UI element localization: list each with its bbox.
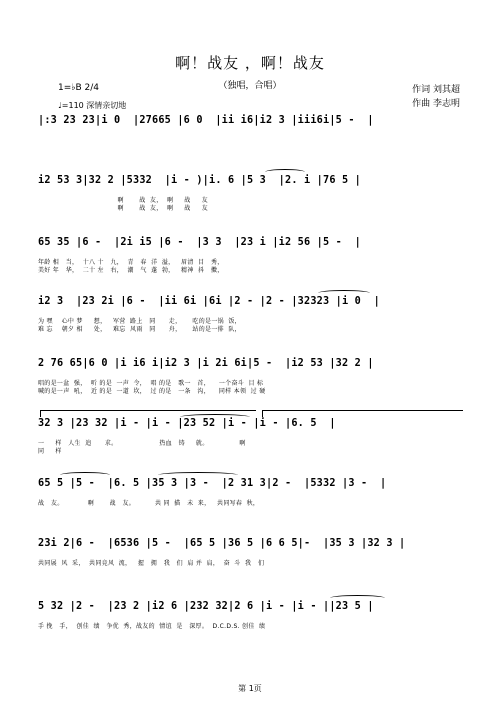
lyric-line: 同 样 — [38, 448, 62, 455]
lyric-line: 为 嘿 心中 梦 想， 军营 路上 同 走， 吃的是一锅 饭， — [38, 318, 241, 325]
tie-mark — [60, 472, 110, 478]
jianpu-notes: i2 3 |23 2i |6 - |ii 6i |6i |2 - |2 - |32323 |i 0 | — [38, 296, 381, 307]
tie-mark — [265, 169, 305, 175]
lyricist-credit: 作词 刘其超 — [412, 85, 460, 95]
tempo-marking: ♩=110 深情亲切地 — [58, 101, 127, 110]
jianpu-notes: |:3 23 23|i 0 |27665 |6 0 |ii i6|i2 3 |iii6i|5 - | — [38, 115, 374, 126]
lyric-line: 一 样 人生 追 求。 热血 铸 就。 啊 — [38, 440, 246, 447]
lyric-line: 战 友。 啊 战 友。 共 同 描 未 来， 共同写春 秋， — [38, 500, 260, 507]
jianpu-notes: 32 3 |23 32 |i - |i - |23 52 |i - |i - |6. 5 | — [38, 418, 336, 429]
jianpu-notes: 5 32 |2 - |23 2 |i2 6 |232 32|2 6 |i - |i - ||23 5 | — [38, 601, 374, 612]
jianpu-notes: 23i 2|6 - |6536 |5 - |65 5 |36 5 |6 6 5|- |35 3 |32 3 | — [38, 538, 406, 549]
tie-mark — [330, 595, 385, 601]
tie-mark — [318, 290, 370, 296]
lyric-line: 共同展 风 采， 共同竞风 流， 握 拥 我 们 肩 并 肩， 奋 斗 我 们 — [38, 560, 265, 567]
jianpu-notes: 2 76 65|6 0 |i i6 i|i2 3 |i 2i 6i|5 - |i2 53 |32 2 | — [38, 358, 374, 369]
volta-bracket-2 — [262, 410, 463, 417]
lyric-line: 啊 战 友， 啊 战 友 — [38, 197, 208, 204]
key-signature: 1=♭B 2/4 — [58, 83, 100, 93]
lyric-line: 难 忘 朝夕 相 处， 难忘 风雨 同 舟， 站的是一排 队， — [38, 326, 241, 333]
lyric-line: 唱的是一盆 强， 听 的是 一声 令， 唱 的是 歌一 首， 一个奋斗 目 标 — [38, 380, 264, 387]
composer-credit: 作曲 李志明 — [412, 99, 460, 109]
lyric-line: 手 挽 手， 创佳 绩 争优 秀，战友的 情谊 是 深厚。 D.C.D.S. 创佳 绩 — [38, 623, 266, 630]
lyric-line: 喊的是一声 吼， 近 的是 一道 坎， 过 的是 一条 沟， 同样 本领 过 硬 — [38, 388, 266, 395]
song-subtitle: （独唱，合唱） — [218, 81, 282, 91]
jianpu-notes: 65 35 |6 - |2i i5 |6 - |3 3 |23 i |i2 56 |5 - | — [38, 237, 362, 248]
page-number: 第 1页 — [238, 684, 262, 693]
jianpu-notes: 65 5 |5 - |6. 5 |35 3 |3 - |2 31 3|2 - |5332 |3 - | — [38, 478, 387, 489]
song-title: 啊！战友 ，啊！战友 — [175, 54, 325, 72]
tie-mark — [158, 472, 238, 478]
tie-mark — [180, 414, 250, 420]
lyric-line: 年龄 相 当， 十八 十 九， 青 春 洋 溢， 眉清 目 秀， — [38, 259, 224, 266]
lyric-line: 啊 战 友， 啊 战 友 — [38, 205, 208, 212]
lyric-line: 美好 年 华， 二十 左 右， 潮 气 蓬 勃， 精神 抖 擞， — [38, 267, 224, 274]
jianpu-notes: i2 53 3|32 2 |5332 |i - )|i. 6 |5 3 |2. i |76 5 | — [38, 175, 362, 186]
